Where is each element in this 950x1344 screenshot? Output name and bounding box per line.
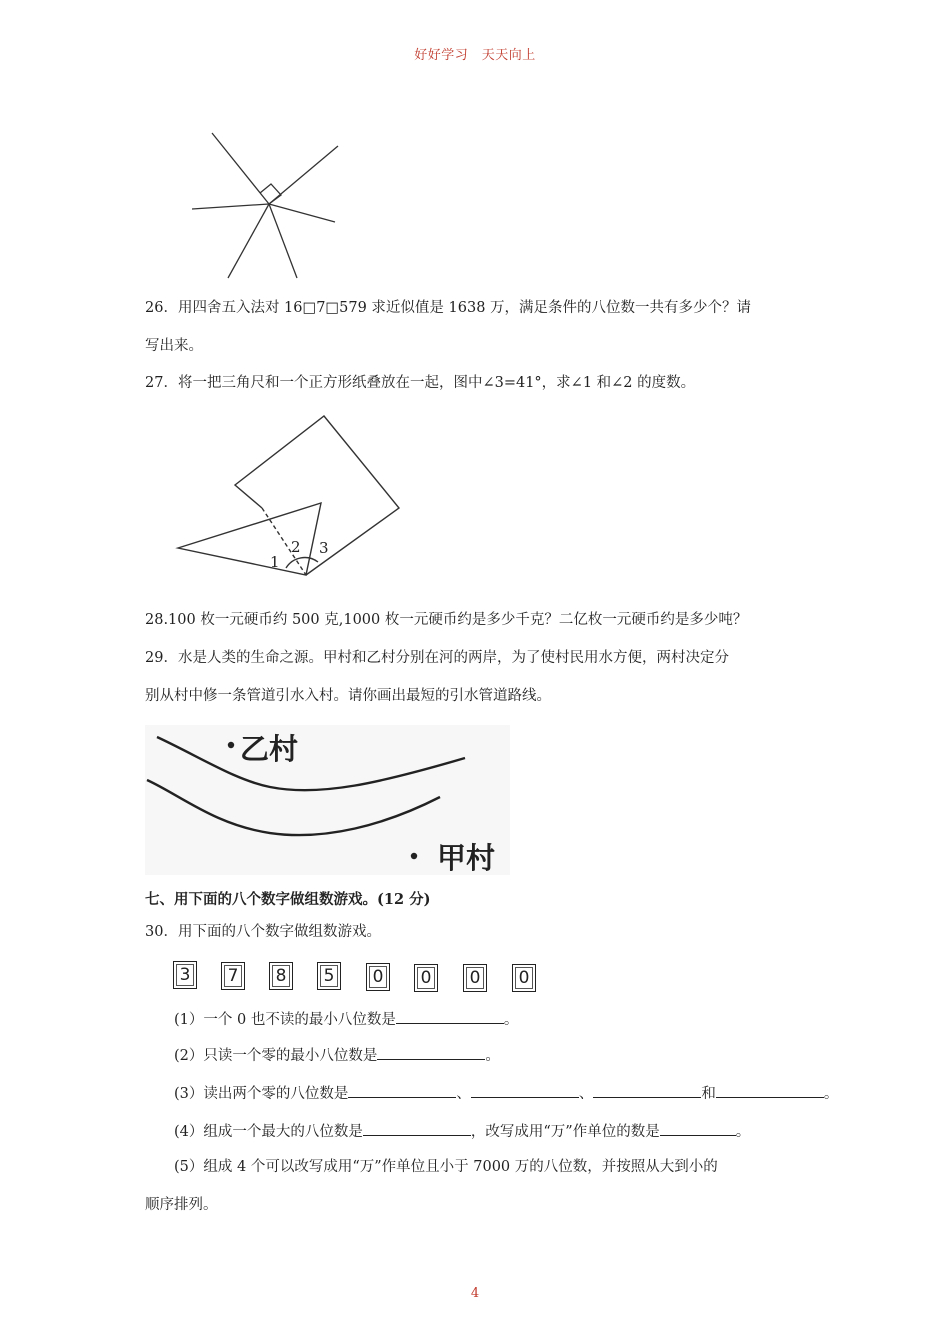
angle-2-label: 2 [291, 538, 301, 556]
digit-card: 5 [317, 962, 341, 990]
digit-card: 8 [269, 962, 293, 990]
ray-down-left [228, 204, 269, 278]
angle-arc [286, 558, 318, 568]
village-a-label: 甲村 [437, 841, 496, 875]
part1-text: (1）一个 0 也不读的最小八位数是 [174, 1012, 396, 1028]
digit-card: 0 [463, 964, 487, 992]
question-30-part3 [174, 1083, 838, 1104]
part4-mid: ，改写成用“万”作单位的数是 [470, 1124, 660, 1140]
village-b-label: 乙村 [240, 732, 299, 766]
question-26-line1: 26．用四舍五入法对 16□7□579 求近似值是 1638 万，满足条件的八位数一共有多少个？请 [145, 300, 752, 316]
part3-end: 。 [823, 1086, 839, 1102]
answer-blank[interactable] [348, 1083, 456, 1098]
part3-and: 和 [701, 1086, 716, 1102]
question-30-part4 [174, 1121, 750, 1142]
digit-card: 0 [512, 964, 536, 992]
digit-card: 0 [366, 963, 390, 991]
answer-blank[interactable] [593, 1083, 701, 1098]
right-angle-mark [260, 184, 281, 204]
answer-blank[interactable] [660, 1121, 736, 1136]
page-number: 4 [470, 1286, 480, 1301]
question-29-line1: 29．水是人类的生命之源。甲村和乙村分别在河的两岸，为了使村民用水方便，两村决定分 [145, 650, 729, 666]
rays-figure [185, 128, 345, 283]
question-27: 27．将一把三角尺和一个正方形纸叠放在一起，图中∠3=41°，求∠1 和∠2 的度数。 [145, 375, 696, 391]
question-29-line2: 别从村中修一条管道引水入村。请你画出最短的引水管道路线。 [145, 688, 551, 704]
village-b-dot [228, 742, 234, 748]
question-26-line2: 写出来。 [145, 338, 203, 354]
digit-card: 7 [221, 962, 245, 990]
answer-blank[interactable] [396, 1009, 504, 1024]
question-30-part5-line2: 顺序排列。 [145, 1197, 218, 1213]
ray-right [269, 204, 335, 222]
ray-left [192, 204, 269, 209]
part3-sep: 、 [456, 1086, 471, 1102]
ray-upper-right [269, 146, 338, 204]
part3-text: (3）读出两个零的八位数是 [174, 1086, 349, 1102]
page-header: 好好学习 天天向上 [414, 48, 536, 63]
part2-end: 。 [485, 1048, 500, 1064]
part3-sep: 、 [578, 1086, 594, 1102]
answer-blank[interactable] [363, 1121, 471, 1136]
river-figure [145, 725, 510, 875]
question-30-part1 [174, 1009, 518, 1030]
triangle-square-figure [170, 410, 410, 582]
ray-down-right [269, 204, 297, 278]
part1-end: 。 [503, 1012, 519, 1028]
question-30: 30．用下面的八个数字做组数游戏。 [145, 924, 381, 940]
part4-end: 。 [735, 1124, 751, 1140]
answer-blank[interactable] [471, 1083, 579, 1098]
digit-card: 3 [173, 961, 197, 989]
answer-blank[interactable] [716, 1083, 824, 1098]
part2-text: (2）只读一个零的最小八位数是 [174, 1048, 378, 1064]
question-28: 28.100 枚一元硬币约 500 克,1000 枚一元硬币约是多少千克？二亿枚一元硬币约是多少吨？ [145, 612, 748, 628]
digit-card: 0 [414, 964, 438, 992]
village-a-dot [411, 853, 417, 859]
question-30-part5-line1: (5）组成 4 个可以改写成用“万”作单位且小于 7000 万的八位数，并按照从大到小的 [174, 1159, 718, 1175]
part4-text: (4）组成一个最大的八位数是 [174, 1124, 363, 1140]
square-outline [235, 416, 399, 575]
answer-blank[interactable] [377, 1045, 485, 1060]
section-7-title: 七、用下面的八个数字做组数游戏。(12 分) [145, 891, 431, 908]
question-30-part2 [174, 1045, 500, 1066]
angle-1-label: 1 [270, 553, 280, 571]
angle-3-label: 3 [319, 539, 329, 557]
